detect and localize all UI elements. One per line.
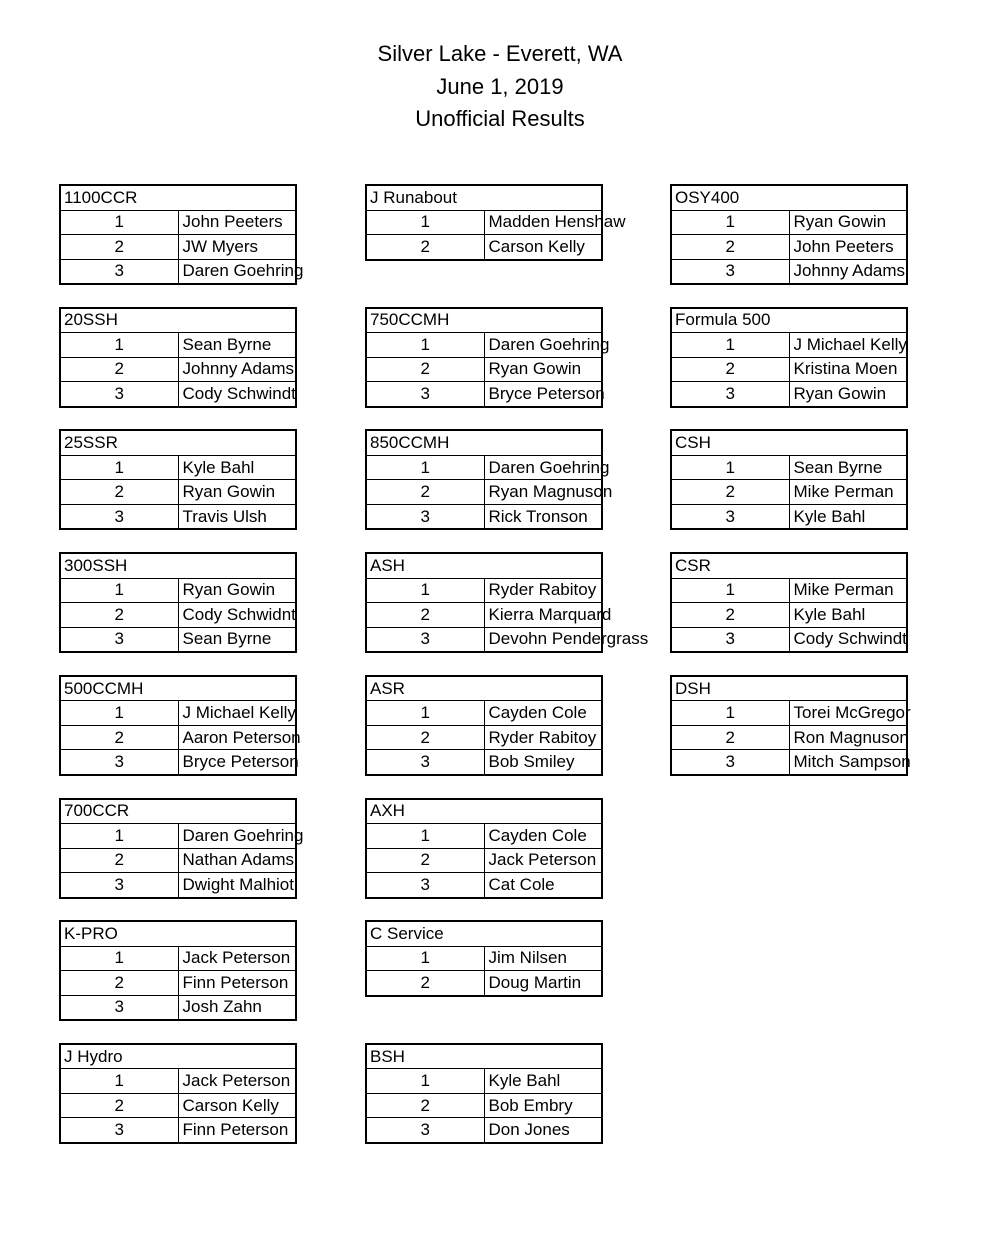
result-row	[671, 235, 907, 260]
finish-place: 2	[60, 235, 178, 260]
finish-place: 3	[60, 382, 178, 407]
results-table	[365, 798, 603, 899]
race-class-name: 300SSH	[60, 553, 296, 578]
result-row	[60, 995, 296, 1020]
racer-name: Sean Byrne	[789, 455, 907, 480]
result-row	[671, 382, 907, 407]
class-header-row	[60, 185, 296, 210]
racer-name: Sean Byrne	[178, 627, 296, 652]
results-table	[365, 307, 610, 408]
result-row	[671, 504, 907, 529]
results-table	[59, 798, 304, 899]
finish-place: 3	[60, 873, 178, 898]
race-class-name: 750CCMH	[366, 308, 602, 333]
finish-place: 2	[671, 235, 789, 260]
document-subtitle: Unofficial Results	[415, 106, 585, 131]
finish-place: 3	[60, 1118, 178, 1143]
result-row	[671, 455, 907, 480]
finish-place: 3	[671, 750, 789, 775]
result-row	[366, 946, 602, 971]
result-row	[671, 750, 907, 775]
finish-place: 1	[60, 210, 178, 235]
class-header-row	[366, 1044, 602, 1069]
result-row	[60, 504, 296, 529]
result-row	[671, 701, 907, 726]
finish-place: 1	[366, 701, 484, 726]
finish-place: 1	[60, 455, 178, 480]
result-row	[60, 1118, 296, 1143]
results-table	[670, 184, 908, 285]
finish-place: 3	[60, 259, 178, 284]
race-class-name: 850CCMH	[366, 430, 602, 455]
result-row	[60, 946, 296, 971]
finish-place: 3	[671, 382, 789, 407]
finish-place: 3	[671, 259, 789, 284]
racer-name: Jack Peterson	[178, 946, 296, 971]
result-row	[60, 971, 296, 996]
finish-place: 2	[60, 1093, 178, 1118]
racer-name: Kyle Bahl	[484, 1069, 602, 1094]
result-row	[671, 603, 907, 628]
finish-place: 2	[60, 848, 178, 873]
class-header-row	[366, 430, 602, 455]
racer-name: Daren Goehring	[178, 259, 296, 284]
finish-place: 1	[366, 578, 484, 603]
finish-place: 2	[671, 603, 789, 628]
results-table	[59, 920, 297, 1021]
racer-name: Nathan Adams	[178, 848, 296, 873]
racer-name: Bob Embry	[484, 1093, 602, 1118]
event-location: Silver Lake - Everett, WA	[377, 41, 623, 66]
document-header	[0, 38, 1000, 136]
result-row	[60, 578, 296, 603]
racer-name: Ryan Magnuson	[484, 480, 602, 505]
results-table	[59, 307, 297, 408]
racer-name: Jack Peterson	[178, 1069, 296, 1094]
class-header-row	[60, 308, 296, 333]
racer-name: Carson Kelly	[484, 235, 602, 260]
finish-place: 1	[366, 333, 484, 358]
racer-name: Johnny Adams	[178, 357, 296, 382]
result-row	[60, 627, 296, 652]
racer-name: Johnny Adams	[789, 259, 907, 284]
finish-place: 1	[671, 333, 789, 358]
result-row	[366, 357, 602, 382]
class-header-row	[60, 1044, 296, 1069]
finish-place: 2	[60, 480, 178, 505]
racer-name: Josh Zahn	[178, 995, 296, 1020]
result-row	[671, 357, 907, 382]
class-header-row	[366, 799, 602, 824]
racer-name: Bob Smiley	[484, 750, 602, 775]
race-class-name: 20SSH	[60, 308, 296, 333]
finish-place: 2	[60, 725, 178, 750]
result-row	[366, 971, 602, 996]
results-table	[670, 552, 908, 653]
results-table	[59, 552, 297, 653]
racer-name: Cayden Cole	[484, 701, 602, 726]
race-class-name: DSH	[671, 676, 907, 701]
racer-name: Ryan Gowin	[178, 578, 296, 603]
result-row	[671, 578, 907, 603]
racer-name: Bryce Peterson	[484, 382, 602, 407]
finish-place: 3	[366, 873, 484, 898]
race-class-name: OSY400	[671, 185, 907, 210]
racer-name: Ryan Gowin	[484, 357, 602, 382]
racer-name: Kierra Marquard	[484, 603, 602, 628]
result-row	[366, 382, 602, 407]
racer-name: Ryder Rabitoy	[484, 578, 602, 603]
finish-place: 3	[60, 750, 178, 775]
racer-name: Cody Schwindt	[789, 627, 907, 652]
results-table	[365, 1043, 603, 1144]
racer-name: Doug Martin	[484, 971, 602, 996]
result-row	[671, 210, 907, 235]
racer-name: John Peeters	[178, 210, 296, 235]
racer-name: Dwight Malhiot	[178, 873, 296, 898]
result-row	[60, 333, 296, 358]
race-class-name: Formula 500	[671, 308, 907, 333]
racer-name: Ryder Rabitoy	[484, 725, 602, 750]
race-class-name: CSR	[671, 553, 907, 578]
results-table	[365, 184, 626, 261]
finish-place: 1	[671, 210, 789, 235]
class-header-row	[60, 430, 296, 455]
result-row	[60, 357, 296, 382]
result-row	[60, 725, 296, 750]
results-table	[59, 1043, 297, 1144]
results-table	[59, 429, 297, 530]
result-row	[366, 578, 602, 603]
finish-place: 2	[366, 603, 484, 628]
finish-place: 1	[671, 701, 789, 726]
class-header-row	[366, 676, 602, 701]
class-header-row	[671, 308, 907, 333]
result-row	[366, 210, 602, 235]
finish-place: 3	[60, 995, 178, 1020]
racer-name: Torei McGregor	[789, 701, 907, 726]
class-header-row	[671, 553, 907, 578]
race-class-name: CSH	[671, 430, 907, 455]
class-header-row	[366, 185, 602, 210]
racer-name: Madden Henshaw	[484, 210, 602, 235]
results-table	[365, 429, 613, 530]
class-header-row	[60, 676, 296, 701]
class-header-row	[366, 921, 602, 946]
class-header-row	[671, 430, 907, 455]
result-row	[366, 824, 602, 849]
finish-place: 2	[366, 480, 484, 505]
results-table	[59, 675, 301, 776]
racer-name: Finn Peterson	[178, 971, 296, 996]
racer-name: Cody Schwindt	[178, 382, 296, 407]
race-class-name: BSH	[366, 1044, 602, 1069]
results-table	[59, 184, 304, 285]
finish-place: 1	[60, 946, 178, 971]
finish-place: 1	[60, 333, 178, 358]
event-date: June 1, 2019	[436, 73, 564, 99]
result-row	[60, 480, 296, 505]
result-row	[366, 480, 602, 505]
race-class-name: ASH	[366, 553, 602, 578]
result-row	[60, 259, 296, 284]
racer-name: Mike Perman	[789, 578, 907, 603]
racer-name: Jack Peterson	[484, 848, 602, 873]
class-header-row	[60, 553, 296, 578]
result-row	[366, 333, 602, 358]
results-table	[670, 429, 908, 530]
class-header-row	[671, 185, 907, 210]
racer-name: Ryan Gowin	[789, 210, 907, 235]
result-row	[366, 848, 602, 873]
finish-place: 2	[366, 971, 484, 996]
racer-name: Carson Kelly	[178, 1093, 296, 1118]
result-row	[60, 1069, 296, 1094]
race-class-name: 700CCR	[60, 799, 296, 824]
racer-name: J Michael Kelly	[789, 333, 907, 358]
racer-name: Daren Goehring	[178, 824, 296, 849]
racer-name: Aaron Peterson	[178, 725, 296, 750]
finish-place: 1	[60, 1069, 178, 1094]
result-row	[60, 210, 296, 235]
race-class-name: J Hydro	[60, 1044, 296, 1069]
result-row	[366, 1118, 602, 1143]
finish-place: 3	[60, 504, 178, 529]
results-table	[670, 307, 908, 408]
result-row	[60, 1093, 296, 1118]
racer-name: JW Myers	[178, 235, 296, 260]
finish-place: 1	[366, 210, 484, 235]
class-header-row	[671, 676, 907, 701]
racer-name: Travis Ulsh	[178, 504, 296, 529]
racer-name: J Michael Kelly	[178, 701, 296, 726]
result-row	[60, 848, 296, 873]
racer-name: John Peeters	[789, 235, 907, 260]
racer-name: Sean Byrne	[178, 333, 296, 358]
result-row	[366, 873, 602, 898]
racer-name: Devohn Pendergrass	[484, 627, 602, 652]
result-row	[366, 725, 602, 750]
race-class-name: AXH	[366, 799, 602, 824]
result-row	[366, 701, 602, 726]
racer-name: Ron Magnuson	[789, 725, 907, 750]
class-header-row	[60, 799, 296, 824]
racer-name: Bryce Peterson	[178, 750, 296, 775]
finish-place: 3	[366, 750, 484, 775]
finish-place: 1	[671, 455, 789, 480]
racer-name: Kyle Bahl	[789, 504, 907, 529]
result-row	[366, 603, 602, 628]
result-row	[366, 627, 602, 652]
result-row	[60, 750, 296, 775]
racer-name: Rick Tronson	[484, 504, 602, 529]
racer-name: Cody Schwidnt	[178, 603, 296, 628]
finish-place: 2	[671, 357, 789, 382]
finish-place: 3	[671, 504, 789, 529]
finish-place: 2	[60, 971, 178, 996]
race-class-name: 500CCMH	[60, 676, 296, 701]
class-header-row	[366, 553, 602, 578]
class-header-row	[60, 921, 296, 946]
result-row	[60, 382, 296, 407]
finish-place: 3	[366, 627, 484, 652]
race-class-name: C Service	[366, 921, 602, 946]
result-row	[671, 333, 907, 358]
result-row	[671, 627, 907, 652]
finish-place: 2	[60, 357, 178, 382]
racer-name: Kyle Bahl	[178, 455, 296, 480]
finish-place: 2	[366, 357, 484, 382]
finish-place: 2	[366, 725, 484, 750]
finish-place: 3	[366, 504, 484, 529]
racer-name: Cat Cole	[484, 873, 602, 898]
results-table	[365, 920, 603, 997]
racer-name: Kyle Bahl	[789, 603, 907, 628]
result-row	[366, 504, 602, 529]
finish-place: 3	[60, 627, 178, 652]
racer-name: Mike Perman	[789, 480, 907, 505]
result-row	[366, 235, 602, 260]
race-class-name: K-PRO	[60, 921, 296, 946]
result-row	[60, 235, 296, 260]
result-row	[60, 603, 296, 628]
racer-name: Kristina Moen	[789, 357, 907, 382]
results-table	[365, 552, 649, 653]
finish-place: 3	[671, 627, 789, 652]
finish-place: 2	[671, 480, 789, 505]
race-class-name: ASR	[366, 676, 602, 701]
finish-place: 2	[366, 848, 484, 873]
result-row	[60, 873, 296, 898]
finish-place: 1	[60, 701, 178, 726]
finish-place: 2	[671, 725, 789, 750]
finish-place: 3	[366, 382, 484, 407]
racer-name: Mitch Sampson	[789, 750, 907, 775]
finish-place: 1	[366, 824, 484, 849]
result-row	[366, 1093, 602, 1118]
result-row	[60, 824, 296, 849]
finish-place: 1	[60, 824, 178, 849]
result-row	[671, 725, 907, 750]
finish-place: 2	[366, 1093, 484, 1118]
result-row	[366, 750, 602, 775]
racer-name: Jim Nilsen	[484, 946, 602, 971]
finish-place: 1	[60, 578, 178, 603]
finish-place: 1	[366, 946, 484, 971]
results-table	[365, 675, 603, 776]
finish-place: 1	[671, 578, 789, 603]
racer-name: Daren Goehring	[484, 455, 602, 480]
finish-place: 1	[366, 1069, 484, 1094]
race-class-name: 1100CCR	[60, 185, 296, 210]
finish-place: 3	[366, 1118, 484, 1143]
result-row	[366, 455, 602, 480]
result-row	[60, 701, 296, 726]
result-row	[671, 259, 907, 284]
finish-place: 2	[366, 235, 484, 260]
racer-name: Ryan Gowin	[178, 480, 296, 505]
racer-name: Ryan Gowin	[789, 382, 907, 407]
racer-name: Cayden Cole	[484, 824, 602, 849]
racer-name: Don Jones	[484, 1118, 602, 1143]
finish-place: 2	[60, 603, 178, 628]
racer-name: Finn Peterson	[178, 1118, 296, 1143]
racer-name: Daren Goehring	[484, 333, 602, 358]
result-row	[60, 455, 296, 480]
race-class-name: 25SSR	[60, 430, 296, 455]
results-table	[670, 675, 911, 776]
finish-place: 1	[366, 455, 484, 480]
race-class-name: J Runabout	[366, 185, 602, 210]
result-row	[671, 480, 907, 505]
result-row	[366, 1069, 602, 1094]
class-header-row	[366, 308, 602, 333]
